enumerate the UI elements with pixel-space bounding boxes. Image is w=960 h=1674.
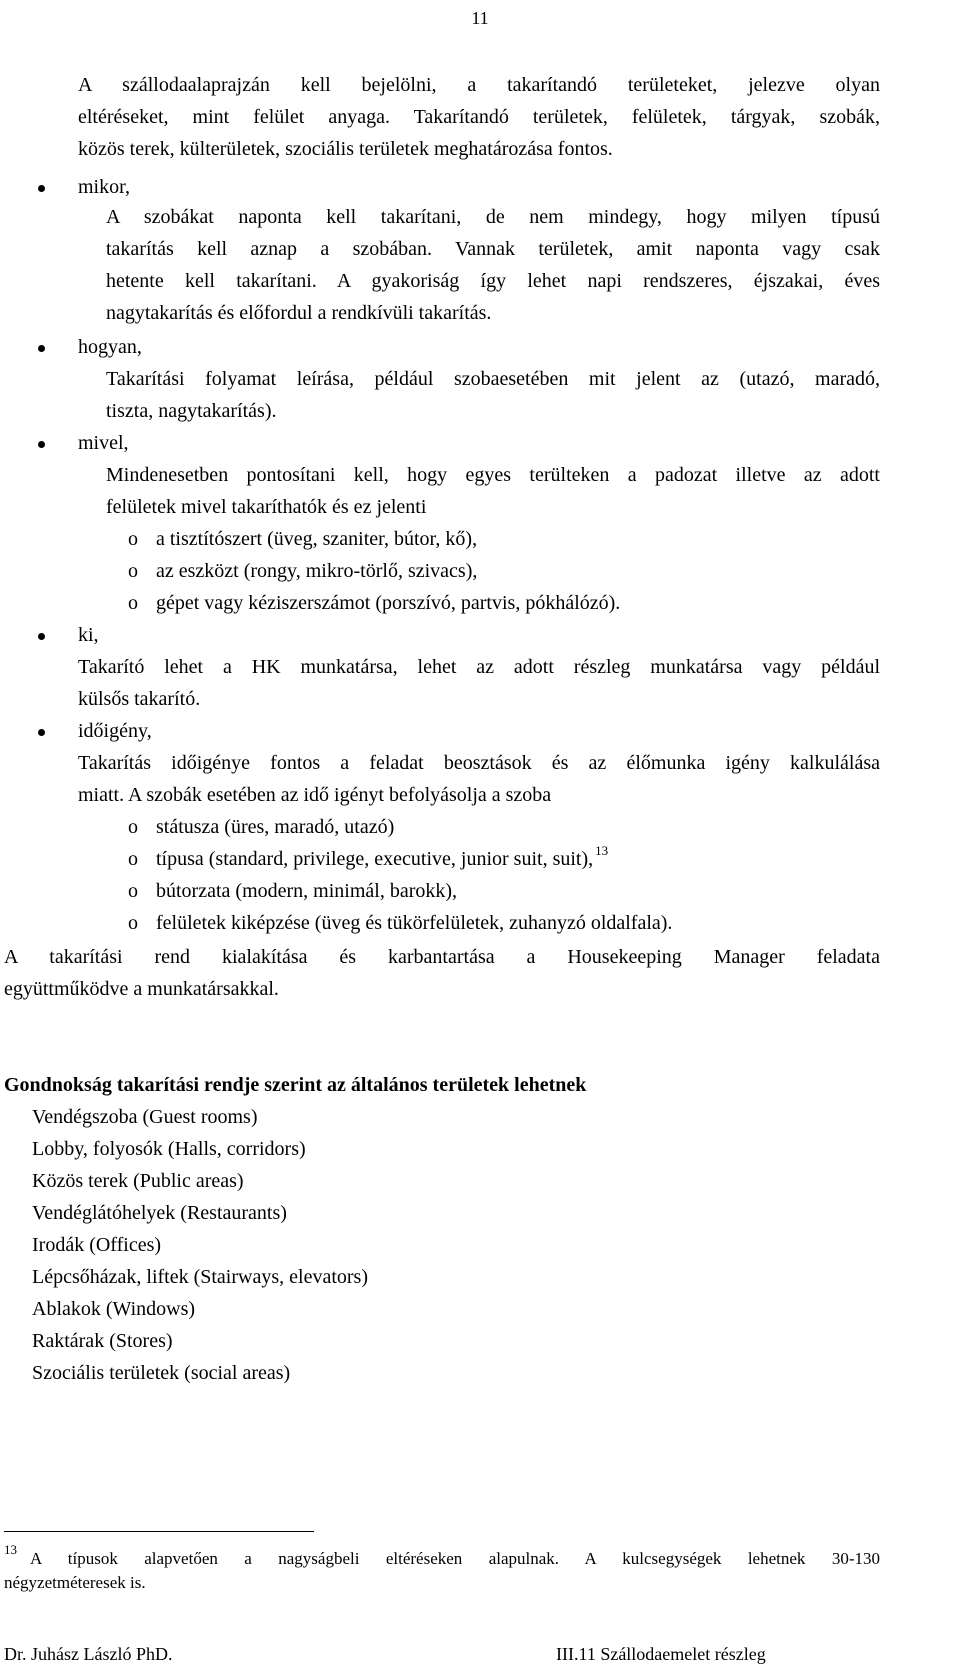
footnote-line: A típusok alapvetően a nagyságbeli eltéréseken alapulnak. A kulcsegységek lehetnek 30-130 [30,1549,880,1568]
sub-item-text: típusa (standard, privilege, executive, junior suit, suit), [156,848,594,870]
sub-bullet-icon: o [128,880,138,902]
footnote-number: 13 [4,1542,17,1557]
section-line: hetente kell takarítani. A gyakoriság így lehet napi rendszeres, éjszakai, éves [106,270,880,292]
areas-heading: Gondnokság takarítási rendje szerint az általános területek lehetnek [4,1074,587,1096]
area-item: Vendégszoba (Guest rooms) [32,1106,258,1128]
section-line: miatt. A szobák esetében az idő igényt befolyásolja a szoba [78,784,552,806]
section-line: takarítás kell aznap a szobában. Vannak területek, amit naponta vagy csak [106,238,880,260]
closing-line: együttműködve a munkatársakkal. [4,978,279,1000]
footnote-line: négyzetméteresek is. [4,1573,146,1592]
bullet-icon [38,441,45,448]
section-title-mikor: mikor, [78,176,130,198]
footnote-separator [4,1531,314,1532]
sub-item: felületek kiképzése (üveg és tükörfelületek, zuhanyzó oldalfala). [156,912,673,934]
section-line: felületek mivel takaríthatók és ez jelenti [106,496,427,518]
section-title-mivel: mivel, [78,432,129,454]
section-line: A szobákat naponta kell takarítani, de nem mindegy, hogy milyen típusú [106,206,880,228]
section-line: tiszta, nagytakarítás). [106,400,277,422]
bullet-icon [38,185,45,192]
section-line: külsős takarító. [78,688,201,710]
sub-item: gépet vagy kéziszerszámot (porszívó, partvis, pókhálózó). [156,592,621,614]
section-line: Takarítás időigénye fontos a feladat beosztások és az élőmunka igény kalkulálása [78,752,880,774]
area-item: Lépcsőházak, liftek (Stairways, elevators) [32,1266,368,1288]
area-item: Vendéglátóhelyek (Restaurants) [32,1202,287,1224]
area-item: Ablakok (Windows) [32,1298,196,1320]
intro-line: eltéréseket, mint felület anyaga. Takarítandó területek, felületek, tárgyak, szobák, [78,106,880,128]
bullet-icon [38,345,45,352]
section-line: Takarítási folyamat leírása, például szobaesetében mit jelent az (utazó, maradó, [106,368,880,390]
sub-bullet-icon: o [128,848,138,870]
sub-item: a tisztítószert (üveg, szaniter, bútor, kő), [156,528,478,550]
footnote-reference[interactable]: 13 [595,843,609,858]
area-item: Raktárak (Stores) [32,1330,173,1352]
section-title-ki: ki, [78,624,99,646]
intro-line: közös terek, külterületek, szociális területek meghatározása fontos. [78,138,613,160]
bullet-icon [38,633,45,640]
sub-bullet-icon: o [128,816,138,838]
sub-item: bútorzata (modern, minimál, barokk), [156,880,458,902]
section-line: nagytakarítás és előfordul a rendkívüli takarítás. [106,302,492,324]
sub-bullet-icon: o [128,592,138,614]
area-item: Közös terek (Public areas) [32,1170,244,1192]
sub-bullet-icon: o [128,560,138,582]
sub-item: az eszközt (rongy, mikro-törlő, szivacs), [156,560,478,582]
section-title-idoigeny: időigény, [78,720,152,742]
page-number: 11 [471,8,489,28]
area-item: Lobby, folyosók (Halls, corridors) [32,1138,306,1160]
sub-item: státusza (üres, maradó, utazó) [156,816,395,838]
area-item: Irodák (Offices) [32,1234,162,1256]
footer-author: Dr. Juhász László PhD. [4,1644,173,1664]
intro-line: A szállodaalaprajzán kell bejelölni, a takarítandó területeket, jelezve olyan [78,74,880,96]
section-line: Mindenesetben pontosítani kell, hogy egyes terülteken a padozat illetve az adott [106,464,880,486]
footer-chapter: III.11 Szállodaemelet részleg [556,1644,766,1664]
closing-line: A takarítási rend kialakítása és karbantartása a Housekeeping Manager feladata [4,946,880,968]
section-title-hogyan: hogyan, [78,336,142,358]
sub-bullet-icon: o [128,528,138,550]
bullet-icon [38,729,45,736]
area-item: Szociális területek (social areas) [32,1362,291,1384]
section-line: Takarító lehet a HK munkatársa, lehet az adott részleg munkatársa vagy például [78,656,880,678]
sub-bullet-icon: o [128,912,138,934]
sub-item [156,843,609,874]
